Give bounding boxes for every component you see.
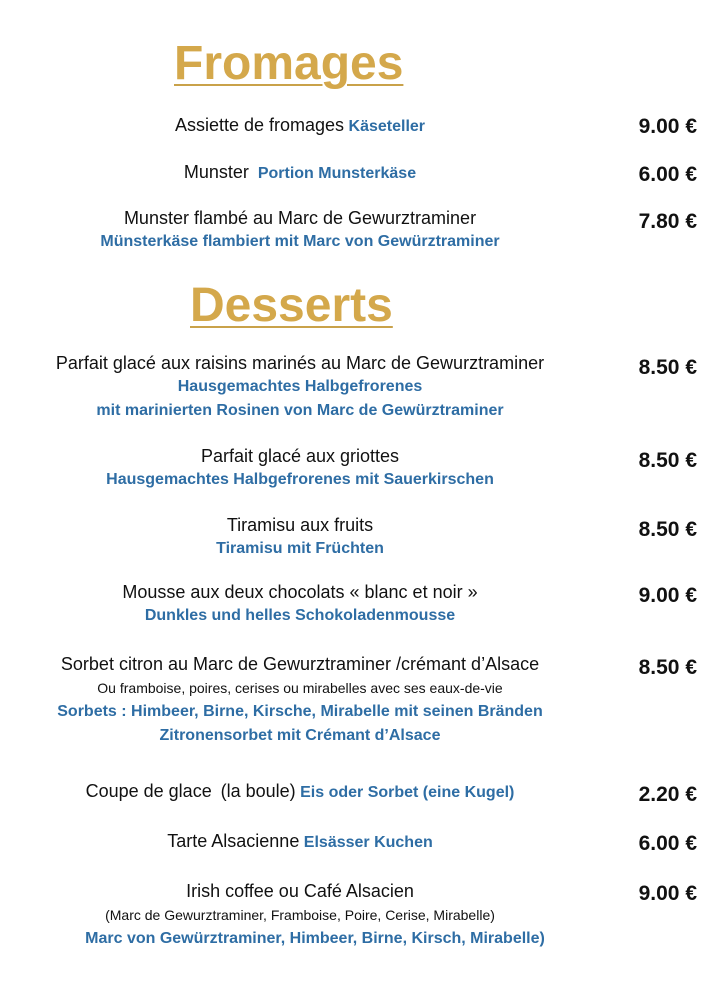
item-name-de: Hausgemachtes Halbgefrorenes mit Sauerkirschen xyxy=(106,471,494,488)
item-price: 6.00 € xyxy=(638,163,697,186)
fromages-title: Fromages xyxy=(174,37,404,90)
item-name-fr: Mousse aux deux chocolats « blanc et noir » xyxy=(122,582,478,602)
item-price: 9.00 € xyxy=(638,584,697,607)
item-price: 8.50 € xyxy=(638,656,697,679)
item-price: 8.50 € xyxy=(638,356,697,379)
item-name-de: Elsässer Kuchen xyxy=(303,834,433,851)
menu-item xyxy=(0,829,600,855)
menu-item xyxy=(0,879,600,951)
item-name-fr: Tiramisu aux fruits xyxy=(226,515,374,535)
menu-item xyxy=(0,580,600,628)
item-price: 2.20 € xyxy=(638,783,697,806)
desserts-title: Desserts xyxy=(190,279,393,332)
item-price: 9.00 € xyxy=(638,882,697,905)
item-name-fr: Munster xyxy=(183,162,249,182)
menu-item xyxy=(0,444,600,492)
menu-item xyxy=(0,779,600,805)
menu-item xyxy=(0,113,600,139)
item-name-de: Marc von Gewürztraminer, Himbeer, Birne, Kirsch, Mirabelle) xyxy=(85,930,545,947)
item-price: 6.00 € xyxy=(638,832,697,855)
menu-item xyxy=(0,206,600,254)
item-name-fr-plain: (la boule) xyxy=(220,781,296,801)
item-name-de: Tiramisu mit Früchten xyxy=(216,540,384,557)
item-name-fr: Parfait glacé aux raisins marinés au Marc de Gewurztraminer xyxy=(55,353,545,373)
item-name-fr: Munster flambé au Marc de Gewurztraminer xyxy=(123,208,477,228)
item-name-fr: Coupe de glace xyxy=(85,781,212,801)
item-price: 9.00 € xyxy=(638,115,697,138)
item-note: Ou framboise, poires, cerises ou mirabelles avec ses eaux-de-vie xyxy=(97,680,503,696)
item-name-de: Eis oder Sorbet (eine Kugel) xyxy=(300,784,515,801)
item-name-de: Zitronensorbet mit Crémant d’Alsace xyxy=(159,727,441,744)
item-name-de: Portion Munsterkäse xyxy=(257,165,417,182)
menu-item xyxy=(0,351,600,423)
item-name-fr: Parfait glacé aux griottes xyxy=(200,446,400,466)
item-name-fr: Irish coffee ou Café Alsacien xyxy=(186,881,414,901)
item-name-de: mit marinierten Rosinen von Marc de Gewürztraminer xyxy=(96,402,504,419)
item-name-fr: Tarte Alsacienne xyxy=(167,831,300,851)
item-name-de: Hausgemachtes Halbgefrorenes xyxy=(177,378,423,395)
item-name-fr: Sorbet citron au Marc de Gewurztraminer /crémant d’Alsace xyxy=(60,654,540,674)
item-name-de: Dunkles und helles Schokoladenmousse xyxy=(144,607,456,624)
menu-item xyxy=(0,160,600,186)
item-name-de: Käseteller xyxy=(348,118,426,135)
item-name-fr: Assiette de fromages xyxy=(174,115,345,135)
item-price: 8.50 € xyxy=(638,518,697,541)
menu-item xyxy=(0,513,600,561)
item-name-de: Münsterkäse flambiert mit Marc von Gewürztraminer xyxy=(100,233,500,250)
item-note: (Marc de Gewurztraminer, Framboise, Poire, Cerise, Mirabelle) xyxy=(105,907,495,923)
item-price: 8.50 € xyxy=(638,449,697,472)
item-price: 7.80 € xyxy=(638,210,697,233)
menu-item xyxy=(0,652,600,748)
item-name-de: Sorbets : Himbeer, Birne, Kirsche, Mirabelle mit seinen Bränden xyxy=(57,703,543,720)
